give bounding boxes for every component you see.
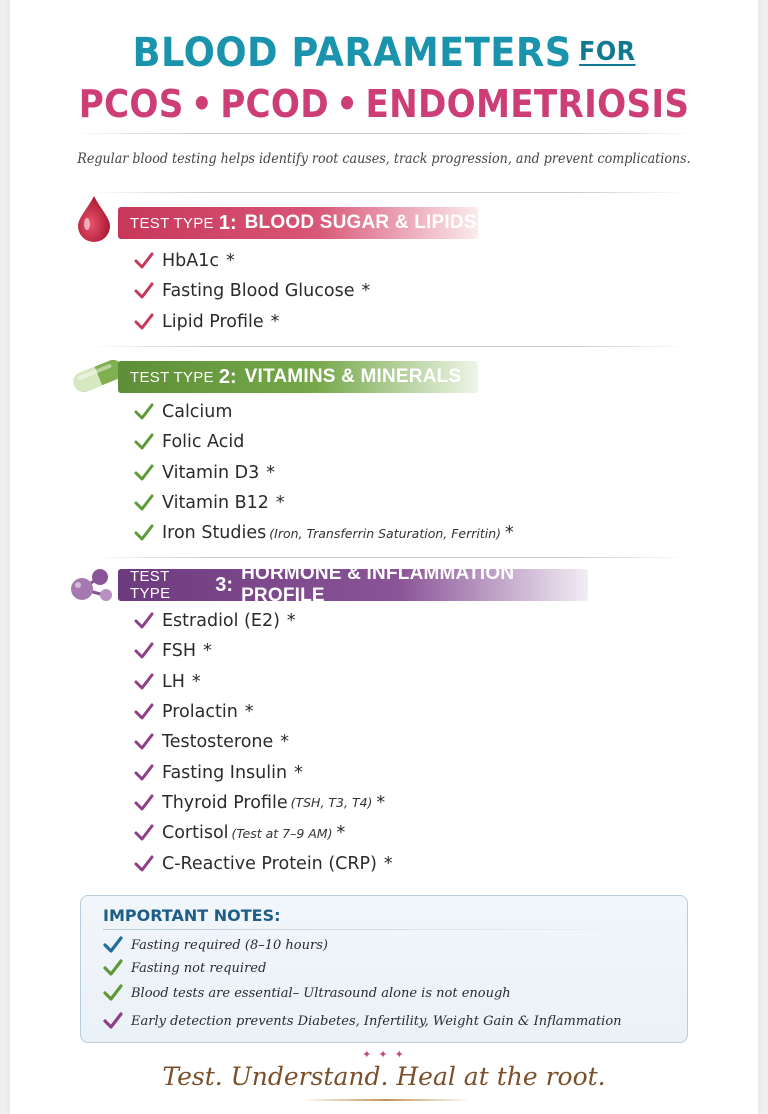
list-item <box>134 727 393 757</box>
fasting-star: * <box>275 493 285 514</box>
check-icon <box>134 732 154 752</box>
note-item <box>103 1012 622 1030</box>
list-item <box>134 518 514 548</box>
check-icon <box>134 611 154 631</box>
test-name: Calcium <box>162 402 233 423</box>
separator-dot: • <box>336 82 359 126</box>
fasting-star: * <box>244 702 254 723</box>
check-icon <box>134 523 154 543</box>
test-name: Fasting Blood Glucose <box>162 281 355 302</box>
note-text: Fasting required (8–10 hours) <box>131 937 328 953</box>
test-name: Fasting Insulin <box>162 762 288 783</box>
test-note: (TSH, T3, T4) <box>290 795 373 811</box>
condition-pcos: PCOS <box>78 82 184 126</box>
check-icon <box>134 281 154 301</box>
list-item <box>134 397 514 427</box>
test-list-hormones <box>134 606 393 879</box>
list-item <box>134 697 393 727</box>
page-subtitle-conditions <box>47 82 720 126</box>
check-icon <box>134 251 154 271</box>
check-icon <box>103 936 123 954</box>
list-item <box>134 488 514 518</box>
section-name: HORMONE & INFLAMMATION PROFILE <box>241 563 515 606</box>
molecule-icon <box>68 567 120 605</box>
condition-pcod: PCOD <box>220 82 329 126</box>
list-item <box>134 458 514 488</box>
check-icon <box>134 312 154 332</box>
section-header-blood-sugar <box>118 207 478 239</box>
note-text: Fasting not required <box>131 960 267 976</box>
divider <box>90 557 690 558</box>
section-header-hormones <box>118 563 588 606</box>
check-icon <box>134 432 154 452</box>
test-name: Prolactin <box>162 702 238 723</box>
check-icon <box>134 463 154 483</box>
check-icon <box>134 854 154 874</box>
test-name: HbA1c <box>162 251 219 272</box>
fasting-star: * <box>361 281 371 302</box>
fasting-star: * <box>270 311 280 332</box>
section-number: 3: <box>215 573 234 596</box>
test-name: Testosterone <box>162 732 274 753</box>
list-item <box>134 788 393 818</box>
sparkles-icon: ✦ ✦ ✦ <box>362 1049 406 1061</box>
section-name: BLOOD SUGAR & LIPIDS <box>244 212 477 233</box>
test-name: Vitamin B12 <box>162 493 269 514</box>
blood-drop-icon <box>76 194 112 242</box>
fasting-star: * <box>280 732 290 753</box>
test-name: Estradiol (E2) <box>162 611 280 632</box>
separator-dot: • <box>190 82 214 126</box>
fasting-star: * <box>266 462 275 483</box>
section-header-vitamins <box>118 361 478 393</box>
section-name: VITAMINS & MINERALS <box>244 366 462 387</box>
fasting-star: * <box>383 853 393 874</box>
list-item <box>134 757 393 787</box>
fasting-star: * <box>191 671 201 692</box>
check-icon <box>103 984 123 1002</box>
check-icon <box>134 702 154 722</box>
list-item <box>134 307 370 337</box>
divider <box>70 133 698 134</box>
check-icon <box>134 402 154 422</box>
test-name: FSH <box>162 641 197 662</box>
list-item <box>134 276 370 306</box>
test-note: (Test at 7–9 AM) <box>231 825 333 841</box>
title-main: BLOOD PARAMETERS <box>132 30 572 76</box>
list-item <box>134 667 393 697</box>
divider <box>90 346 690 347</box>
test-name: Cortisol <box>162 823 229 844</box>
note-item <box>103 984 511 1002</box>
test-name: Vitamin D3 <box>162 462 260 483</box>
note-item <box>103 959 266 977</box>
test-name: Lipid Profile <box>162 311 264 332</box>
test-list-blood-sugar <box>134 246 370 337</box>
section-number: 2: <box>218 365 237 388</box>
tagline-underline <box>300 1099 470 1101</box>
title-for: FOR <box>579 37 636 67</box>
tagline: Test. Understand. Heal at the root. <box>162 1062 606 1091</box>
test-note: (Iron, Transferrin Saturation, Ferritin) <box>269 525 502 541</box>
section-prefix: TEST TYPE <box>130 568 171 602</box>
note-item <box>103 936 328 954</box>
list-item <box>134 246 370 276</box>
note-text: Blood tests are essential– Ultrasound alone is not enough <box>131 985 511 1001</box>
fasting-star: * <box>336 823 346 844</box>
check-icon <box>134 793 154 813</box>
divider <box>90 192 690 193</box>
test-name: LH <box>162 671 185 692</box>
section-number: 1: <box>218 211 237 234</box>
check-icon <box>134 672 154 692</box>
fasting-star: * <box>294 762 303 783</box>
list-item <box>134 818 393 848</box>
notes-title: IMPORTANT NOTES: <box>103 906 281 925</box>
check-icon <box>134 641 154 661</box>
check-icon <box>134 763 154 783</box>
section-prefix: TEST TYPE <box>130 214 214 232</box>
condition-endometriosis: ENDOMETRIOSIS <box>365 82 690 126</box>
fasting-star: * <box>203 641 212 662</box>
note-text: Early detection prevents Diabetes, Infertility, Weight Gain & Inflammation <box>131 1013 622 1029</box>
list-item <box>134 606 393 636</box>
test-list-vitamins <box>134 397 514 548</box>
fasting-star: * <box>226 251 235 272</box>
page-title <box>40 30 728 76</box>
fasting-star: * <box>505 523 514 544</box>
intro-text: Regular blood testing helps identify root causes, track progression, and prevent complications. <box>77 151 691 167</box>
check-icon <box>103 1012 123 1030</box>
check-icon <box>103 959 123 977</box>
check-icon <box>134 823 154 843</box>
fasting-star: * <box>286 611 296 632</box>
check-icon <box>134 493 154 513</box>
list-item <box>134 427 514 457</box>
list-item <box>134 848 393 878</box>
test-name: Iron Studies <box>162 523 267 544</box>
important-notes-box <box>80 895 688 1043</box>
infographic-page <box>10 0 758 1114</box>
test-name: C-Reactive Protein (CRP) <box>162 853 377 874</box>
fasting-star: * <box>376 792 386 813</box>
list-item <box>134 636 393 666</box>
test-name: Folic Acid <box>162 432 245 453</box>
test-name: Thyroid Profile <box>162 792 288 813</box>
divider <box>103 929 663 930</box>
section-prefix: TEST TYPE <box>130 368 214 386</box>
